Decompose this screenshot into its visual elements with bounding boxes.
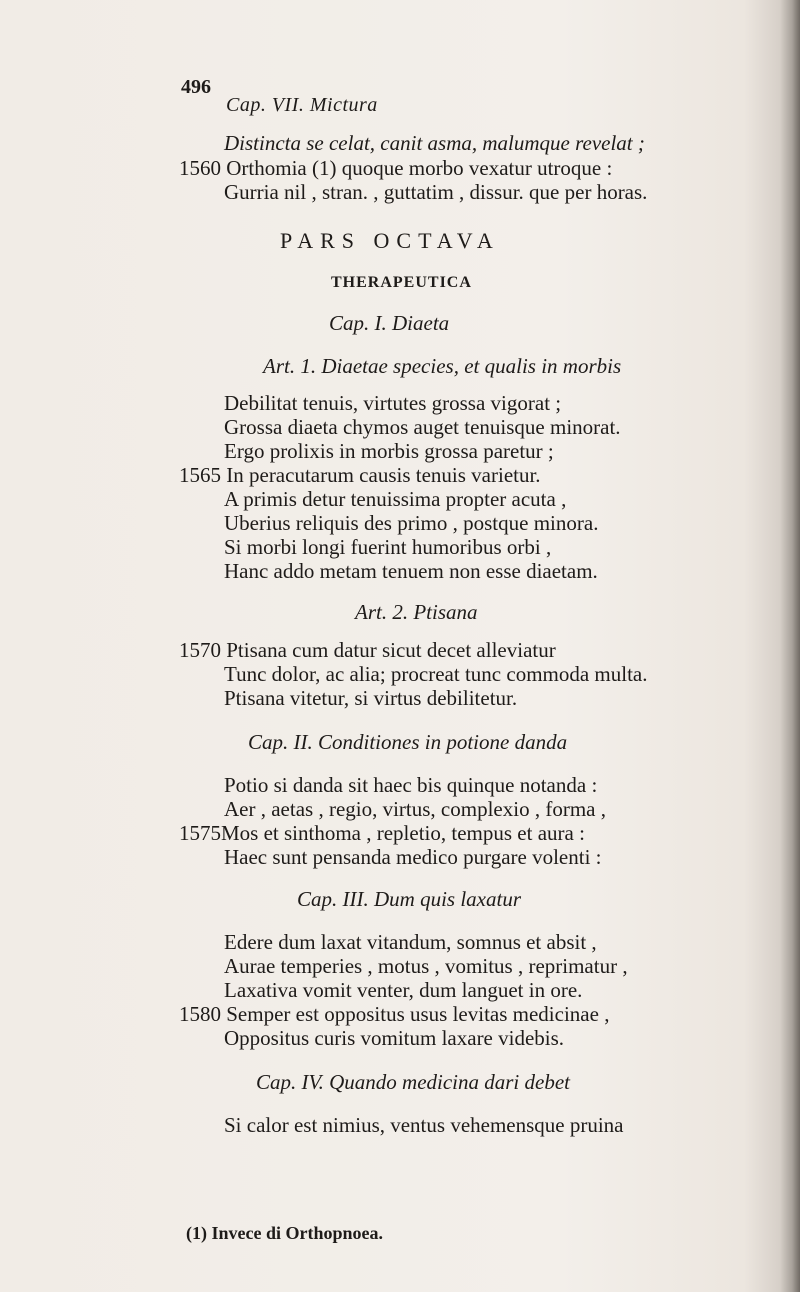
verse-number: 1560 xyxy=(179,156,221,180)
verse-text: Hanc addo metam tenuem non esse diaetam. xyxy=(224,559,598,583)
chapter-title: Cap. I. Diaeta xyxy=(329,311,450,335)
verse-line xyxy=(224,797,606,822)
verse-text: Distincta se celat, canit asma, malumque revelat ; xyxy=(224,131,645,155)
verse-text: Ptisana cum datur sicut decet alleviatur xyxy=(226,638,556,662)
verse-line xyxy=(179,463,541,488)
verse-text: Aer , aetas , regio, virtus, complexio , forma , xyxy=(224,797,606,821)
verse-number: 1575 xyxy=(179,821,221,845)
verse-line xyxy=(224,559,598,584)
verse-line xyxy=(179,638,556,663)
verse-line xyxy=(224,415,621,440)
verse-text: Potio si danda sit haec bis quinque notanda : xyxy=(224,773,598,797)
verse-line xyxy=(224,487,566,512)
verse-text: Ptisana vitetur, si virtus debilitetur. xyxy=(224,686,518,710)
footnote: (1) Invece di Orthopnoea. xyxy=(186,1223,383,1243)
verse-line xyxy=(224,662,648,687)
page-number: 496 xyxy=(181,76,211,98)
chapter-title: Cap. III. Dum quis laxatur xyxy=(297,887,521,911)
verse-text: Oppositus curis vomitum laxare videbis. xyxy=(224,1026,565,1050)
verse-text: Semper est oppositus usus levitas medicinae , xyxy=(226,1002,610,1026)
article-title: Art. 1. Diaetae species, et qualis in morbis xyxy=(263,354,622,378)
verse-text: Orthomia (1) quoque morbo vexatur utroque : xyxy=(226,156,613,180)
chapter-title: Cap. II. Conditiones in potione danda xyxy=(248,730,568,754)
verse-line xyxy=(224,845,602,870)
article-title: Art. 2. Ptisana xyxy=(355,600,478,624)
verse-line xyxy=(179,156,612,181)
verse-line xyxy=(224,180,647,205)
verse-line xyxy=(224,773,597,798)
verse-line xyxy=(224,1026,564,1051)
verse-text: Debilitat tenuis, virtutes grossa vigorat ; xyxy=(224,391,562,415)
verse-line xyxy=(224,131,645,156)
part-subtitle: THERAPEUTICA xyxy=(331,274,472,291)
verse-line xyxy=(179,821,585,846)
verse-number: 1580 xyxy=(179,1002,221,1026)
verse-line xyxy=(179,1002,609,1027)
verse-text: Si calor est nimius, ventus vehemensque pruina xyxy=(224,1113,624,1137)
verse-text: Uberius reliquis des primo , postque minora. xyxy=(224,511,599,535)
verse-text: Gurria nil , stran. , guttatim , dissur. que per horas. xyxy=(224,180,648,204)
verse-text: Aurae temperies , motus , vomitus , reprimatur , xyxy=(224,954,628,978)
verse-line xyxy=(224,511,598,536)
verse-text: Tunc dolor, ac alia; procreat tunc commoda multa. xyxy=(224,662,648,686)
verse-text: In peracutarum causis tenuis varietur. xyxy=(226,463,541,487)
verse-text: Haec sunt pensanda medico purgare volenti : xyxy=(224,845,602,869)
verse-text: Grossa diaeta chymos auget tenuisque minorat. xyxy=(224,415,621,439)
verse-line xyxy=(224,535,551,560)
verse-line xyxy=(224,930,597,955)
verse-line xyxy=(224,391,561,416)
chapter-title: Cap. IV. Quando medicina dari debet xyxy=(256,1070,570,1094)
verse-line xyxy=(224,439,554,464)
verse-text: Edere dum laxat vitandum, somnus et absit , xyxy=(224,930,597,954)
verse-line xyxy=(224,978,582,1003)
part-title: PARS OCTAVA xyxy=(280,228,500,253)
verse-text: Mos et sinthoma , repletio, tempus et aura : xyxy=(221,821,585,845)
verse-line xyxy=(224,1113,624,1138)
verse-text: A primis detur tenuissima propter acuta , xyxy=(224,487,567,511)
verse-text: Ergo prolixis in morbis grossa paretur ; xyxy=(224,439,554,463)
running-head: Cap. VII. Mictura xyxy=(226,94,378,116)
verse-number: 1570 xyxy=(179,638,221,662)
verse-number: 1565 xyxy=(179,463,221,487)
verse-line xyxy=(224,686,517,711)
verse-text: Si morbi longi fuerint humoribus orbi , xyxy=(224,535,552,559)
verse-text: Laxativa vomit venter, dum languet in ore. xyxy=(224,978,583,1002)
verse-line xyxy=(224,954,628,979)
page-edge-shadow xyxy=(780,0,800,1292)
